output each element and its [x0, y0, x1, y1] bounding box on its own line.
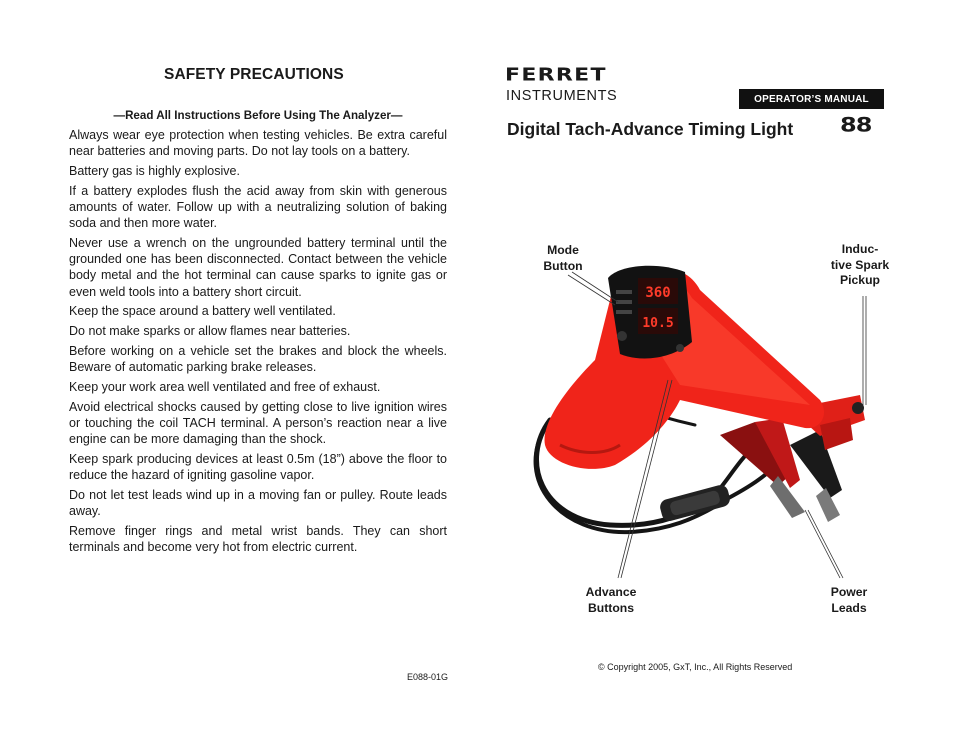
safety-paragraph: Do not let test leads wind up in a moving fan or pulley. Route leads away.	[69, 488, 447, 519]
safety-paragraph-list	[69, 127, 447, 559]
safety-paragraph: If a battery explodes flush the acid away from skin with generous amounts of water. Follow up with a neutralizing solution of baking soda and then more water.	[69, 183, 447, 231]
power-leads-label: Power Leads	[830, 585, 868, 615]
display-readout-bottom: 10.5	[642, 316, 674, 331]
safety-title: SAFETY PRECAUTIONS	[164, 66, 344, 83]
advance-buttons-label: Advance Buttons	[585, 585, 637, 615]
safety-paragraph: Never use a wrench on the ungrounded battery terminal until the grounded one has been disconnected. Contact between the vehicle body metal and the hot terminal can cause sparks to ignite gas or even weld tools into a battery short circuit.	[69, 236, 447, 299]
document-code: E088-01G	[407, 672, 449, 682]
inductive-pickup-label: Induc- tive Spark Pickup	[830, 242, 890, 287]
mode-button-label: Mode Button	[543, 243, 583, 273]
brand-logo-instruments: INSTRUMENTS	[506, 88, 618, 104]
safety-paragraph: Remove finger rings and metal wrist bands. They can short terminals and become very hot from electric current.	[69, 524, 447, 555]
safety-paragraph: Before working on a vehicle set the brakes and block the wheels. Beware of automatic parking brake releases.	[69, 344, 447, 375]
safety-paragraph: Keep the space around a battery well ventilated.	[69, 304, 336, 319]
product-title: Digital Tach-Advance Timing Light	[507, 119, 794, 139]
brand-logo-ferret: FERRET	[505, 65, 607, 86]
advance-button-icon	[676, 344, 684, 352]
display-readout-top: 360	[645, 285, 671, 301]
safety-paragraph: Do not make sparks or allow flames near batteries.	[69, 324, 351, 339]
timing-light-illustration	[520, 250, 880, 580]
safety-paragraph: Battery gas is highly explosive.	[69, 164, 240, 178]
mode-button-icon	[617, 331, 627, 341]
digital-display	[608, 266, 692, 359]
safety-subtitle: —Read All Instructions Before Using The Analyzer—	[113, 109, 403, 122]
safety-paragraph: Keep your work area well ventilated and free of exhaust.	[69, 380, 381, 394]
safety-paragraph: Always wear eye protection when testing vehicles. Be extra careful near batteries and moving parts. Do not lay tools on a battery.	[69, 128, 447, 159]
safety-paragraph: Keep spark producing devices at least 0.5m (18”) above the floor to reduce the hazard of igniting gasoline vapor.	[69, 452, 447, 483]
safety-paragraph: Avoid electrical shocks caused by getting close to live ignition wires or touching the coil TACH terminal. A person’s reaction near a live engine can be more damaging than the shock.	[69, 399, 447, 447]
battery-clip-red	[720, 418, 805, 518]
model-number: 88	[840, 114, 872, 137]
operators-manual-badge: OPERATOR’S MANUAL	[739, 89, 884, 109]
copyright-notice: © Copyright 2005, GxT, Inc., All Rights Reserved	[598, 662, 793, 672]
